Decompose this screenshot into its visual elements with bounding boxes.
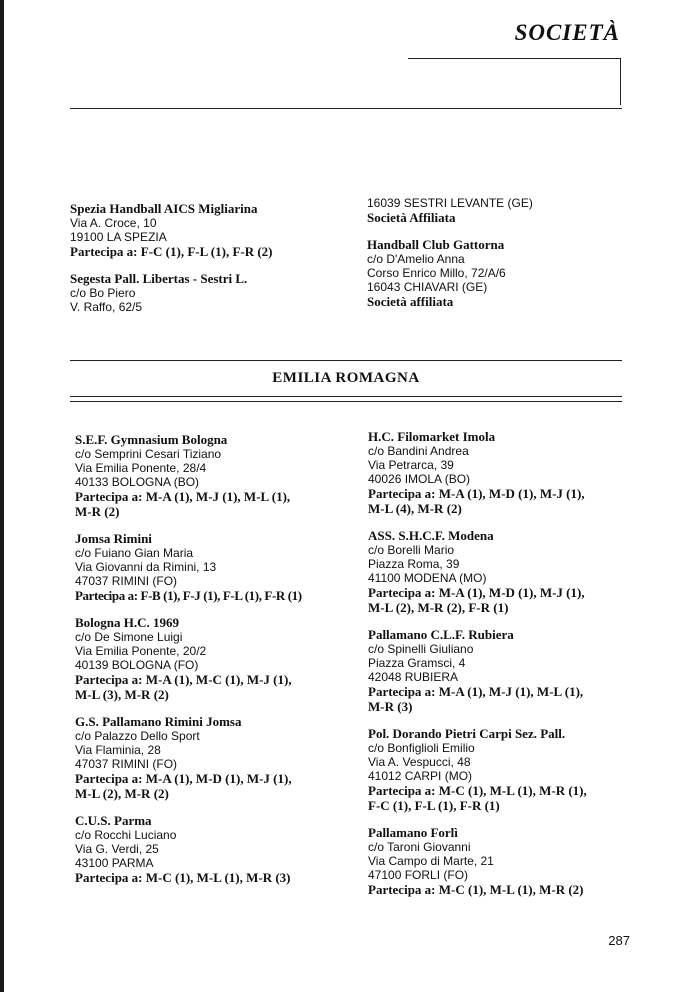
- participation-line: M-L (2), M-R (2), F-R (1): [368, 600, 509, 615]
- page-title: SOCIETÀ: [514, 20, 620, 45]
- club-name: Segesta Pall. Libertas - Sestri L.: [70, 271, 248, 286]
- address-line: Via Flaminia, 28: [75, 743, 161, 757]
- club-entry: [368, 825, 633, 897]
- participation-line: F-C (1), F-L (1), F-R (1): [368, 798, 500, 813]
- address-line: 47037 RIMINI (FO): [75, 757, 178, 771]
- address-line: Corso Enrico Millo, 72/A/6: [367, 266, 506, 280]
- address-line: Via G. Verdi, 25: [75, 842, 159, 856]
- section-rule-bottom: [70, 401, 622, 402]
- participation-line: M-L (3), M-R (2): [75, 687, 169, 702]
- address-line: c/o Fuiano Gian Maria: [75, 546, 194, 560]
- club-entry: [75, 813, 340, 885]
- club-name: G.S. Pallamano Rimini Jomsa: [75, 714, 242, 729]
- club-entry: [75, 714, 340, 801]
- address-line: 43100 PARMA: [75, 856, 154, 870]
- address-line: 16039 SESTRI LEVANTE (GE): [367, 196, 533, 210]
- address-line: c/o Borelli Mario: [368, 543, 455, 557]
- scan-edge: [0, 0, 4, 992]
- participation-line: Partecipa a: M-C (1), M-L (1), M-R (2): [368, 882, 584, 897]
- club-entry-continued: [367, 196, 632, 225]
- section-rule-top: [70, 360, 622, 361]
- address-line: c/o De Simone Luigi: [75, 630, 183, 644]
- title-rule: [70, 108, 622, 109]
- address-line: 47037 RIMINI (FO): [75, 574, 178, 588]
- address-line: c/o Semprini Cesari Tiziano: [75, 447, 222, 461]
- address-line: c/o Rocchi Luciano: [75, 828, 177, 842]
- participation-line: Partecipa a: M-C (1), M-L (1), M-R (3): [75, 870, 291, 885]
- participation-line: Partecipa a: M-C (1), M-L (1), M-R (1),: [368, 783, 587, 798]
- section-title: EMILIA ROMAGNA: [272, 370, 420, 386]
- club-name: Handball Club Gattorna: [367, 237, 505, 252]
- participation-line: M-L (2), M-R (2): [75, 786, 169, 801]
- emilia-left-column: [75, 432, 340, 897]
- address-line: Via Emilia Ponente, 28/4: [75, 461, 207, 475]
- address-line: 42048 RUBIERA: [368, 670, 459, 684]
- club-entry: [75, 615, 340, 702]
- participation-line: Partecipa a: F-C (1), F-L (1), F-R (2): [70, 244, 273, 259]
- address-line: 16043 CHIAVARI (GE): [367, 280, 488, 294]
- address-line: Via A. Croce, 10: [70, 216, 157, 230]
- club-entry: [368, 528, 633, 615]
- participation-line: Partecipa a: M-A (1), M-J (1), M-L (1),: [75, 489, 291, 504]
- address-line: 40133 BOLOGNA (BO): [75, 475, 200, 489]
- page-number: 287: [608, 933, 630, 948]
- address-line: c/o Taroni Giovanni: [368, 840, 471, 854]
- club-entry: [368, 726, 633, 813]
- club-entry: [75, 531, 340, 603]
- address-line: Via Campo di Marte, 21: [368, 854, 494, 868]
- address-line: 40026 IMOLA (BO): [368, 472, 471, 486]
- address-line: 41100 MODENA (MO): [368, 571, 487, 585]
- address-line: c/o Palazzo Dello Sport: [75, 729, 200, 743]
- address-line: c/o Bonfiglioli Emilio: [368, 741, 475, 755]
- club-entry: [368, 627, 633, 714]
- club-entry: [70, 201, 335, 259]
- club-name: C.U.S. Parma: [75, 813, 152, 828]
- address-line: c/o Bo Piero: [70, 286, 136, 300]
- participation-line: Partecipa a: F-B (1), F-J (1), F-L (1), F-R (1): [75, 588, 302, 603]
- club-name: H.C. Filomarket Imola: [368, 429, 496, 444]
- affiliation-status: Società affiliata: [367, 294, 454, 309]
- club-name: Spezia Handball AICS Migliarina: [70, 201, 258, 216]
- club-name: ASS. S.H.C.F. Modena: [368, 528, 494, 543]
- address-line: V. Raffo, 62/5: [70, 300, 143, 314]
- address-line: Piazza Gramsci, 4: [368, 656, 466, 670]
- club-entry: [368, 429, 633, 516]
- participation-line: Partecipa a: M-A (1), M-C (1), M-J (1),: [75, 672, 292, 687]
- club-entry: [367, 237, 632, 309]
- club-entry: [75, 432, 340, 519]
- club-name: Pallamano Forlì: [368, 825, 458, 840]
- participation-line: Partecipa a: M-A (1), M-D (1), M-J (1),: [368, 585, 585, 600]
- address-line: 47100 FORLI (FO): [368, 868, 469, 882]
- address-line: c/o D'Amelio Anna: [367, 252, 465, 266]
- address-line: Via Emilia Ponente, 20/2: [75, 644, 207, 658]
- address-line: Via Petrarca, 39: [368, 458, 454, 472]
- address-line: c/o Bandini Andrea: [368, 444, 469, 458]
- club-name: Pol. Dorando Pietri Carpi Sez. Pall.: [368, 726, 566, 741]
- liguria-right-column: [367, 196, 632, 321]
- participation-line: Partecipa a: M-A (1), M-D (1), M-J (1),: [75, 771, 292, 786]
- participation-line: M-R (2): [75, 504, 120, 519]
- address-line: 41012 CARPI (MO): [368, 769, 473, 783]
- participation-line: Partecipa a: M-A (1), M-J (1), M-L (1),: [368, 684, 584, 699]
- club-name: Pallamano C.L.F. Rubiera: [368, 627, 514, 642]
- participation-line: Partecipa a: M-A (1), M-D (1), M-J (1),: [368, 486, 585, 501]
- address-line: Via A. Vespucci, 48: [368, 755, 471, 769]
- address-line: Via Giovanni da Rimini, 13: [75, 560, 217, 574]
- address-line: 40139 BOLOGNA (FO): [75, 658, 199, 672]
- club-name: Bologna H.C. 1969: [75, 615, 180, 630]
- address-line: Piazza Roma, 39: [368, 557, 460, 571]
- participation-line: M-R (3): [368, 699, 413, 714]
- address-line: c/o Spinelli Giuliano: [368, 642, 474, 656]
- club-entry: [70, 271, 335, 314]
- liguria-left-column: [70, 201, 335, 326]
- address-line: 19100 LA SPEZIA: [70, 230, 167, 244]
- section-rule-middle: [70, 396, 622, 397]
- club-name: Jomsa Rimini: [75, 531, 152, 546]
- title-box: [408, 58, 621, 105]
- emilia-right-column: [368, 429, 633, 909]
- club-name: S.E.F. Gymnasium Bologna: [75, 432, 228, 447]
- affiliation-status: Società Affiliata: [367, 210, 456, 225]
- participation-line: M-L (4), M-R (2): [368, 501, 462, 516]
